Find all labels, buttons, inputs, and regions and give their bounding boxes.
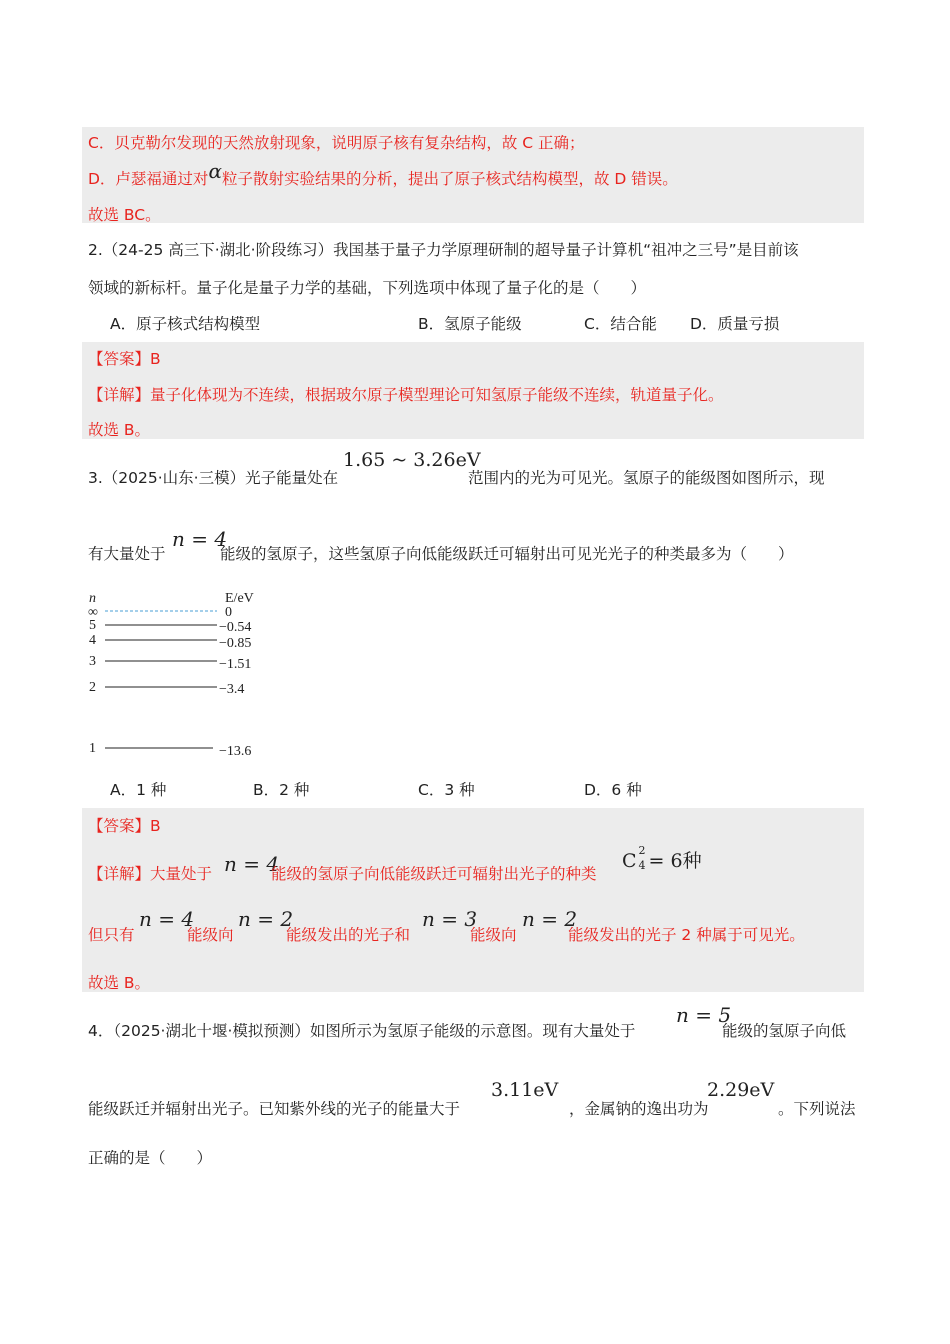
q3-l3-n1: n = 4 — [139, 907, 195, 931]
prev-conclusion: 故选 BC。 — [88, 206, 161, 224]
q3-combination-expr — [622, 846, 702, 873]
level-2-label: 2 — [89, 680, 96, 695]
q3-conclusion: 故选 B。 — [88, 974, 151, 992]
combination-result: = 6种 — [648, 850, 702, 872]
q2-stem-line1: 2.（24-25 高三下·湖北·阶段练习）我国基于量子力学原理研制的超导量子计算机“祖冲之三号”是目前该 — [88, 241, 799, 259]
q3-l3-t1: 能级向 — [187, 926, 234, 944]
q3-option-b: B．2 种 — [253, 781, 310, 799]
q3-l3-t2: 能级发出的光子和 — [286, 926, 411, 944]
q3-stem-line1-post: 范围内的光为可见光。氢原子的能级图如图所示，现 — [468, 469, 825, 487]
q3-option-d: D．6 种 — [584, 781, 642, 799]
q3-stem-line2-post: 能级的氢原子，这些氢原子向低能级跃迁可辐射出可见光光子的种类最多为（ ） — [220, 545, 794, 563]
q3-l3-n3: n = 3 — [422, 907, 478, 931]
combination-c: C — [622, 850, 637, 872]
q3-detail-n4: n = 4 — [224, 852, 280, 876]
q2-option-b: B．氢原子能级 — [418, 315, 522, 333]
level-2-energy: −3.4 — [219, 682, 245, 697]
level-3-energy: −1.51 — [219, 657, 252, 672]
q3-stem-line2-pre: 有大量处于 — [88, 545, 166, 563]
q3-stem-line1-pre: 3.（2025·山东·三模）光子能量处在 — [88, 469, 339, 487]
level-4-label: 4 — [89, 633, 96, 648]
q3-detail-mid: 能级的氢原子向低能级跃迁可辐射出光子的种类 — [271, 865, 597, 883]
level-inf-label: ∞ — [88, 605, 98, 620]
q2-conclusion: 故选 B。 — [88, 421, 151, 439]
q2-answer: 【答案】B — [88, 350, 161, 368]
prev-option-d — [88, 159, 678, 189]
level-1-label: 1 — [89, 741, 96, 756]
q4-stem-line2-mid: ，金属钠的逸出功为 — [569, 1100, 709, 1118]
q3-solution-box — [82, 808, 864, 992]
q3-option-c: C．3 种 — [418, 781, 475, 799]
diagram-n-label: n — [89, 591, 96, 606]
q4-stem-line2-pre: 能级跃迁并辐射出光子。已知紫外线的光子的能量大于 — [88, 1100, 461, 1118]
level-1-energy: −13.6 — [219, 744, 252, 759]
diagram-e-label: E/eV — [225, 591, 254, 606]
q2-option-c: C．结合能 — [584, 315, 657, 333]
q3-l3-n4: n = 2 — [522, 907, 578, 931]
level-3-label: 3 — [89, 654, 96, 669]
q4-stem-line1-pre: 4．（2025·湖北十堰·模拟预测）如图所示为氢原子能级的示意图。现有大量处于 — [88, 1022, 636, 1040]
q3-energy-range: 1.65 ~ 3.26eV — [343, 449, 481, 471]
prev-option-c: C．贝克勒尔发现的天然放射现象，说明原子核有复杂结构，故 C 正确； — [88, 134, 585, 152]
q4-stem-line1-post: 能级的氢原子向低 — [722, 1022, 847, 1040]
energy-level-diagram — [85, 586, 285, 766]
q2-detail: 【详解】量子化体现为不连续，根据玻尔原子模型理论可知氢原子能级不连续，轨道量子化。 — [88, 386, 724, 404]
q4-uv-energy: 3.11eV — [491, 1079, 559, 1101]
q4-n-equals-5: n = 5 — [676, 1003, 732, 1027]
combination-sup: 2 — [638, 844, 646, 857]
q4-stem-line3: 正确的是（ ） — [88, 1149, 213, 1167]
prev-d-pre: D．卢瑟福通过对 — [88, 170, 209, 188]
q2-option-a: A．原子核式结构模型 — [110, 315, 261, 333]
q3-answer: 【答案】B — [88, 817, 161, 835]
q3-l3-t4: 能级发出的光子 2 种属于可见光。 — [568, 926, 805, 944]
q3-l3-pre: 但只有 — [88, 926, 135, 944]
q3-l3-t3: 能级向 — [470, 926, 517, 944]
q4-stem-line2-post: 。下列说法 — [778, 1100, 856, 1118]
q3-l3-n2: n = 2 — [238, 907, 294, 931]
combination-sub: 4 — [638, 859, 646, 872]
q2-option-d: D．质量亏损 — [690, 315, 780, 333]
level-4-energy: −0.85 — [219, 636, 252, 651]
q3-detail-pre: 【详解】大量处于 — [88, 865, 213, 883]
level-inf-energy: 0 — [225, 605, 232, 620]
q4-work-function: 2.29eV — [707, 1079, 775, 1101]
q3-n-equals-4: n = 4 — [172, 527, 228, 551]
q3-option-a: A．1 种 — [110, 781, 167, 799]
q2-stem-line2: 领域的新标杆。量子化是量子力学的基础，下列选项中体现了量子化的是（ ） — [88, 279, 647, 297]
level-5-label: 5 — [89, 618, 96, 633]
level-5-energy: −0.54 — [219, 620, 252, 635]
prev-d-post: 粒子散射实验结果的分析，提出了原子核式结构模型，故 D 错误。 — [221, 170, 678, 188]
alpha-symbol: α — [208, 159, 222, 183]
